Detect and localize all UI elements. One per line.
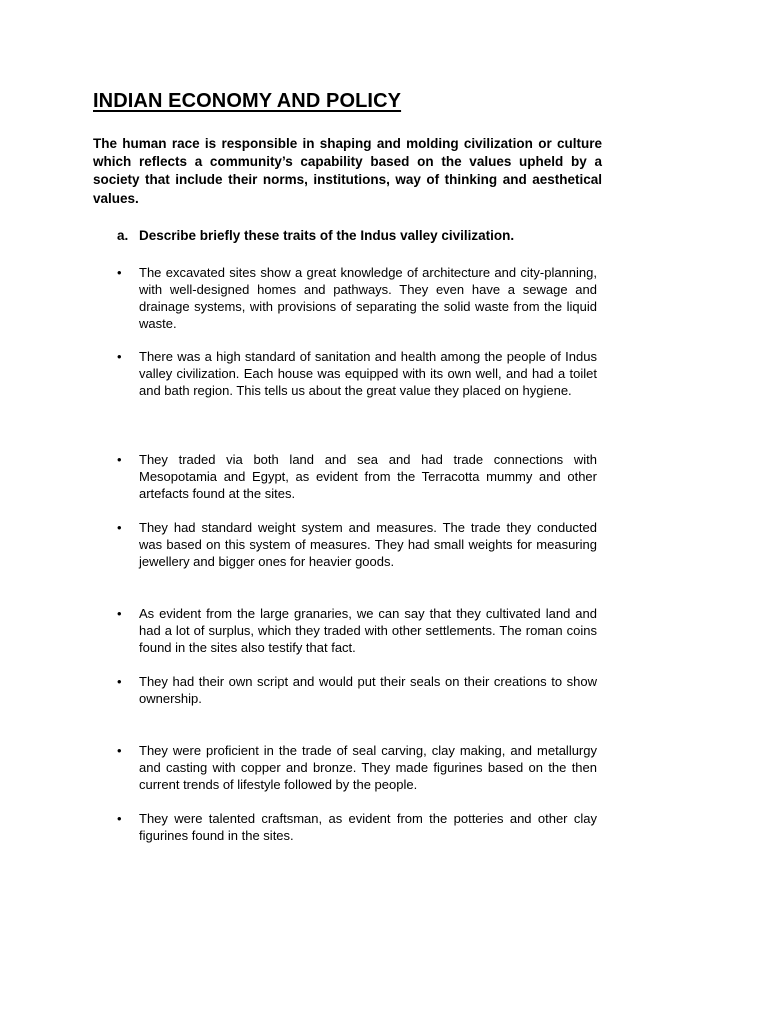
intro-paragraph: The human race is responsible in shaping and molding civilization or culture which reflects a community’s capability based on the values upheld by a society that include their norms, institutions, way of thinking and aesthetical values.	[93, 136, 602, 206]
bullet-symbol: •	[117, 674, 122, 689]
bullet-text: The excavated sites show a great knowledge of architecture and city-planning, with well-designed homes and pathways. They even have a sewage and drainage systems, with provisions of separating the solid waste from the liquid waste.	[139, 265, 597, 331]
bullet-text: They traded via both land and sea and had trade connections with Mesopotamia and Egypt, as evident from the Terracotta mummy and other artefacts found at the sites.	[139, 452, 597, 501]
bullet-symbol: •	[117, 743, 122, 758]
bullet-text: They had standard weight system and measures. The trade they conducted was based on this system of measures. They had small weights for measuring jewellery and bigger ones for heavier goods.	[139, 520, 597, 569]
bullet-text: They were talented craftsman, as evident from the potteries and other clay figurines found in the sites.	[139, 811, 597, 843]
bullet-item-7	[117, 742, 597, 793]
bullet-item-8	[117, 810, 597, 844]
bullet-text: They had their own script and would put their seals on their creations to show ownership.	[139, 674, 597, 706]
question-marker: a.	[117, 228, 129, 243]
bullet-symbol: •	[117, 811, 122, 826]
bullet-symbol: •	[117, 606, 122, 621]
bullet-item-6	[117, 673, 597, 707]
bullet-item-1	[117, 264, 597, 332]
bullet-text: There was a high standard of sanitation and health among the people of Indus valley civilization. Each house was equipped with its own well, and had a toilet and bath region. This tells us about the great value they placed on hygiene.	[139, 349, 597, 398]
question-text: Describe briefly these traits of the Indus valley civilization.	[139, 228, 515, 243]
bullet-symbol: •	[117, 452, 122, 467]
bullet-symbol: •	[117, 520, 122, 535]
bullet-text: They were proficient in the trade of seal carving, clay making, and metallurgy and casting with copper and bronze. They made figurines based on the then current trends of lifestyle followed by the people.	[139, 743, 597, 792]
bullet-item-4	[117, 519, 597, 570]
bullet-symbol: •	[117, 265, 122, 280]
bullet-symbol: •	[117, 349, 122, 364]
document-title: INDIAN ECONOMY AND POLICY	[93, 90, 402, 112]
bullet-item-2	[117, 348, 597, 399]
bullet-item-3	[117, 451, 597, 502]
question-a	[117, 227, 617, 245]
bullet-text: As evident from the large granaries, we can say that they cultivated land and had a lot of surplus, which they traded with other settlements. The roman coins found in the sites also testify that fact.	[139, 606, 597, 655]
bullet-item-5	[117, 605, 597, 656]
